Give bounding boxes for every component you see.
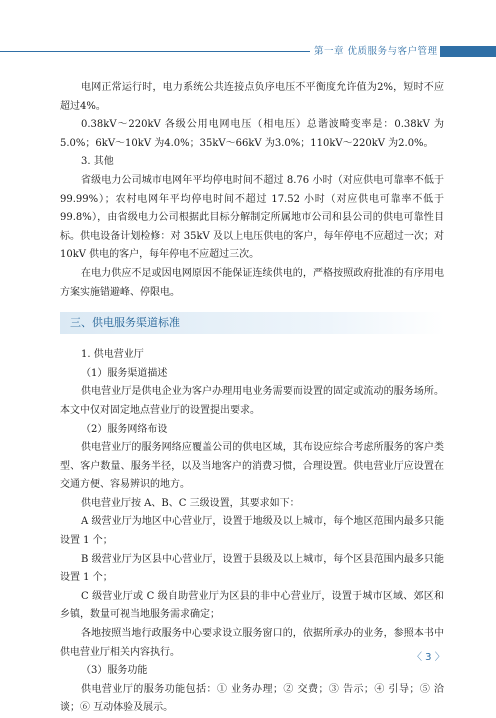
paragraph: 供电营业厅的服务网络应覆盖公司的供电区域，其布设应综合考虑所服务的客户类型、客户数量、服务半径，以及当地客户的消费习惯，合理设置。供电营业厅应设置在交通方便、容易辨识的地方。 — [60, 442, 444, 491]
subheading: 1. 供电营业厅 — [81, 349, 144, 361]
paragraph: B 级营业厅为区县中心营业厅，设置于县级及以上城市，每个区县范围内最多只能设置 1 个； — [60, 553, 444, 584]
subheading: （3）服务功能 — [81, 665, 148, 677]
subheading: 3. 其他 — [81, 156, 114, 168]
paragraph: 供电营业厅的服务功能包括：① 业务办理；② 交费；③ 告示；④ 引导；⑤ 洽谈；⑥ 互动体验及展示。 — [60, 683, 444, 714]
header-rule — [0, 51, 310, 52]
header-accent-bar — [440, 46, 496, 57]
paragraph: A 级营业厅为地区中心营业厅，设置于地级及以上城市，每个地区范围内最多只能设置 1 个； — [60, 516, 444, 547]
paragraph: 0.38kV～220kV 各级公用电网电压（相电压）总谐波畸变率是：0.38kV 为5.0%；6kV～10kV 为4.0%；35kV～66kV 为3.0%；110kV～220kV 为2.0%。 — [60, 119, 444, 149]
subheading: （2）服务网络布设 — [81, 423, 168, 435]
chapter-title: 第一章 优质服务与客户管理 — [314, 46, 438, 57]
paragraph: 各地按照当地行政服务中心要求设立服务窗口的，依据所承办的业务，参照本书中供电营业厅相关内容执行。 — [60, 628, 444, 658]
paragraph: 供电营业厅是供电企业为客户办理用电业务需要而设置的固定或流动的服务场所。本文中仅对固定地点营业厅的设置提出要求。 — [60, 386, 444, 416]
paragraph: 省级电力公司城市电网年平均停电时间不超过 8.76 小时（对应供电可靠率不低于99.99%）；农村电网年平均停电时间不超过 17.52 小时（对应供电可靠率不低于 99.8%），由省级电力公司根据此目标分解制定所属地市公司和县公司的供电可靠性目标。供电设备计划检修：对 35kV 及以上电压供电的客户，每年停电不应超过一次；对 10kV 供电的客户，每年停电不应超过三次。 — [60, 174, 444, 261]
paragraph: C 级营业厅或 C 级自助营业厅为区县的非中心营业厅，设置于城市区域、郊区和乡镇，数量可视当地服务需求确定； — [60, 590, 444, 621]
paragraph: 在电力供应不足或因电网原因不能保证连续供电的，严格按照政府批准的有序用电方案实施错避峰、停限电。 — [60, 267, 444, 298]
paragraph: 电网正常运行时，电力系统公共连接点负序电压不平衡度允许值为2%，短时不应超过4%。 — [60, 82, 444, 112]
page-number: 〈 3 〉 — [412, 652, 445, 663]
page-body — [60, 79, 444, 718]
paragraph: 供电营业厅按 A、B、C 三级设置，其要求如下： — [81, 497, 300, 509]
section-heading: 三、供电服务渠道标准 — [60, 312, 444, 334]
subheading: （1）服务渠道描述 — [81, 367, 168, 379]
